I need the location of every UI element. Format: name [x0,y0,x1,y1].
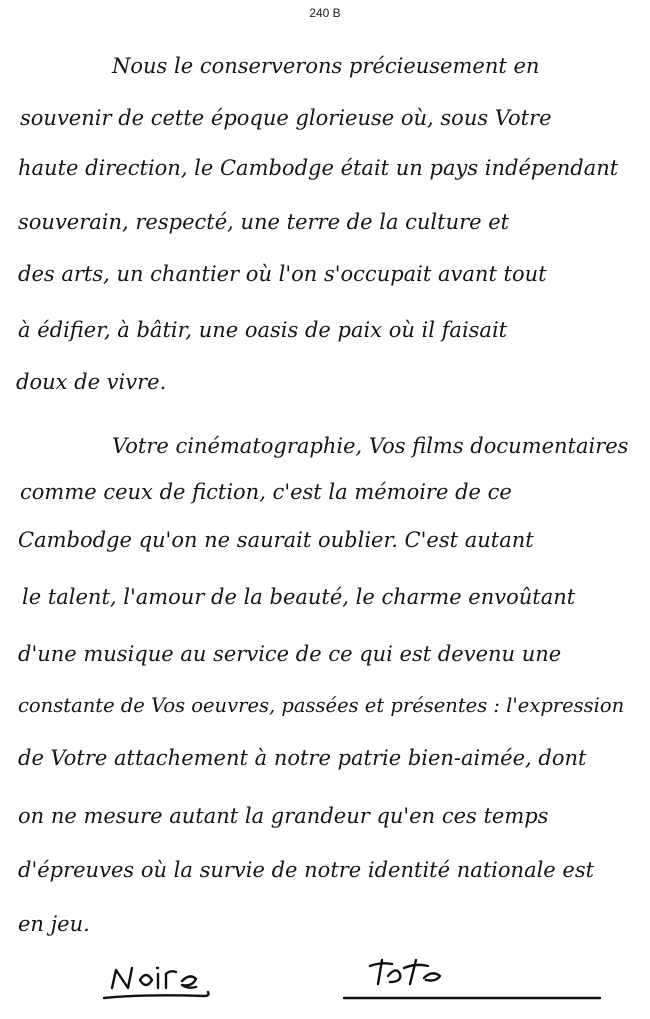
letter-line: d'une musique au service de ce qui est devenu une [18,642,562,666]
signature-block [0,950,650,1019]
letter-line: Votre cinématographie, Vos films documentaires [112,434,629,458]
letter-line: de Votre attachement à notre patrie bien-aimée, dont [18,746,587,770]
letter-line: on ne mesure autant la grandeur qu'en ces temps [18,804,549,828]
signature-left [104,968,209,998]
letter-line: souvenir de cette époque glorieuse où, sous Votre [20,106,552,130]
letter-line: des arts, un chantier où l'on s'occupait avant tout [18,262,547,286]
page-number: 240 B [309,6,341,20]
letter-line: constante de Vos oeuvres, passées et présentes : l'expression [18,694,625,717]
letter-line: Nous le conserverons précieusement en [112,54,540,78]
letter-line: souverain, respecté, une terre de la culture et [18,210,510,234]
letter-line: le talent, l'amour de la beauté, le charme envoûtant [22,585,576,609]
letter-line: comme ceux de fiction, c'est la mémoire de ce [20,480,512,504]
signature-right [344,960,600,998]
letter-line: doux de vivre. [16,370,167,394]
letter-line: d'épreuves où la survie de notre identité nationale est [18,858,595,882]
letter-line: à édifier, à bâtir, une oasis de paix où il faisait [18,318,508,342]
letter-line: en jeu. [18,912,90,936]
letter-line: Cambodge qu'on ne saurait oublier. C'est autant [18,528,534,552]
letter-line: haute direction, le Cambodge était un pays indépendant [18,156,619,180]
